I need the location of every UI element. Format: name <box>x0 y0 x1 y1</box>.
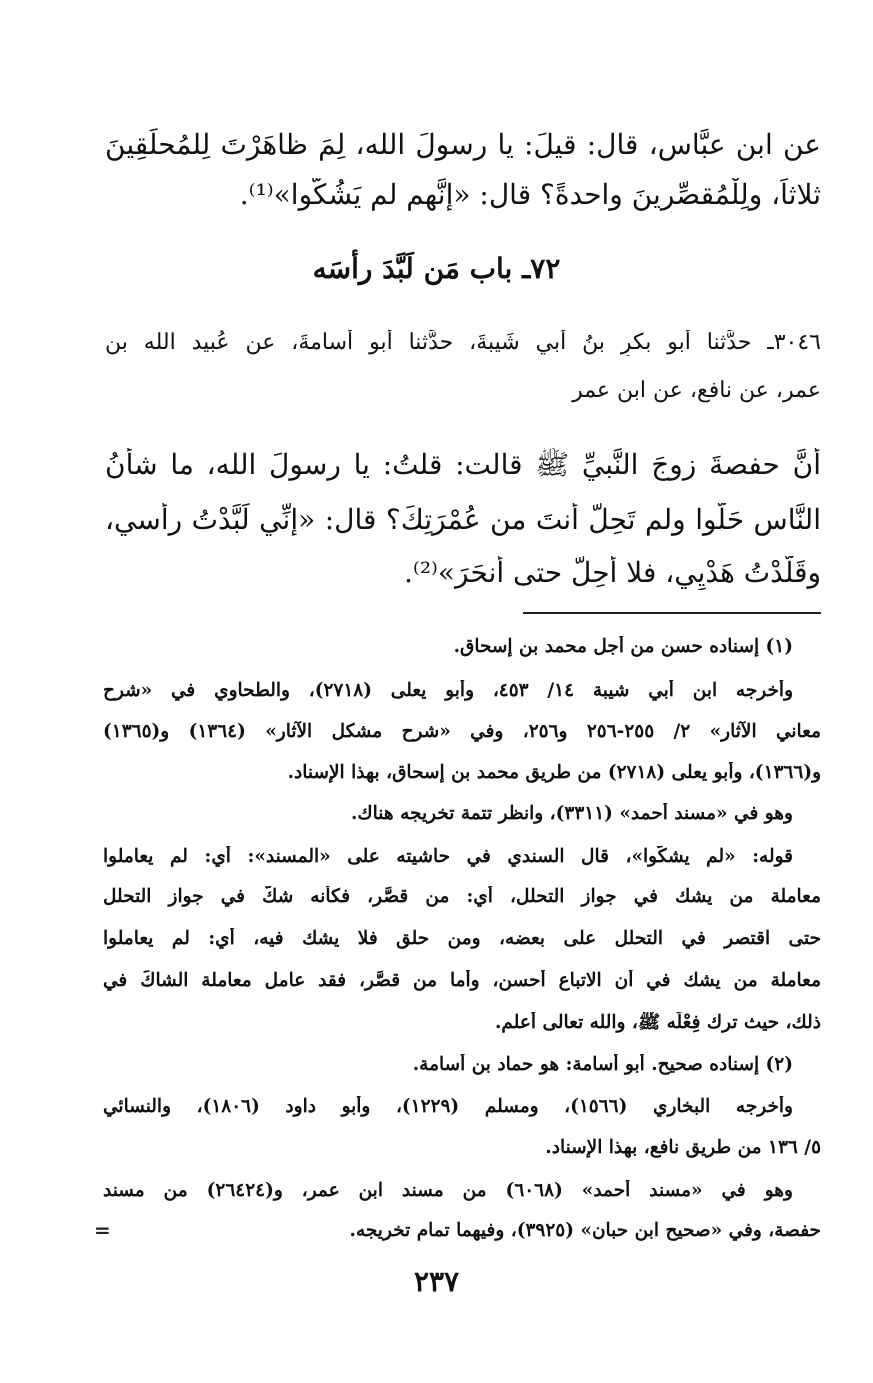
footnote-2-line-2: وأخرجه البخاري (١٥٦٦)، ومسلم (١٢٢٩)، وأبو داود (١٨٠٦)، والنسائي <box>103 1096 793 1117</box>
footnote-2-line-3: ٥/ ١٣٦ من طريق نافع، بهذا الإسناد. <box>545 1137 821 1158</box>
footnote-1-line-8: حتى اقتصر في التحلل على بعضه، ومن حلق فلا يشك فيه، أي: لم يعاملوا <box>103 928 821 949</box>
footnote-1-line-7: معاملة من يشك في جواز التحلل، أي: من قصَّر، فكأنه شكَّ في جواز التحلل <box>103 886 821 907</box>
footnote-1-line-3: معاني الآثار» ٢/ ٢٥٥-٢٥٦ و٢٥٦، وفي «شرح مشكل الآثار» (١٣٦٤) و(١٣٦٥) <box>103 721 821 742</box>
hadith-text-line-3: وقَلَّدْتُ هَدْيِي، فلا أَحِلُّ حتى أنحَرَ»⁽²⁾. <box>404 556 821 589</box>
page-number: ٢٣٧ <box>413 1265 460 1298</box>
footnote-1-line-9: معاملة من يشك في أن الاتباع أحسن، وأما من قصَّر، فقد عامل معاملة الشاكِّ في <box>103 970 821 991</box>
hadith-chain-line-1: ٣٠٤٦ـ حدَّثنا أبو بكرِ بنُ أبي شَيبةَ، حدَّثنا أبو أُسامةَ، عن عُبيد الله بن <box>105 330 821 355</box>
footnote-1-line-1: (١) إسناده حسن من أجل محمد بن إسحاق. <box>453 636 793 657</box>
footnote-2-line-5: حفصة، وفي «صحيح ابن حبان» (٣٩٢٥)، وفيهما تمام تخريجه. <box>349 1220 821 1241</box>
footnote-1-line-5: وهو في «مسند أحمد» (٣٣١١)، وانظر تتمة تخريجه هناك. <box>350 803 793 824</box>
footnote-2-line-4: وهو في «مسند أحمد» (٦٠٦٨) من مسند ابن عمر، و(٢٦٤٢٤) من مسند <box>103 1180 793 1201</box>
footnote-1-line-6: قوله: «لم يشكُّوا»، قال السندي في حاشيته على «المسند»: أي: لم يعاملوا <box>103 846 793 867</box>
chapter-heading: ٧٢ـ باب مَن لَبَّدَ رأسَه <box>312 252 561 285</box>
footnote-1-line-4: و(١٣٦٦)، وأبو يعلى (٢٧١٨) من طريق محمد بن إسحاق، بهذا الإسناد. <box>287 762 821 783</box>
hadith-text-line-1: أنَّ حفصةَ زوجَ النَّبيِّ ﷺ قالت: قلتُ: يا رسولَ الله، ما شأنُ <box>105 448 821 481</box>
footnote-divider <box>523 612 821 614</box>
main-text-line-1: عن ابن عبَّاسٍ، قال: قيلَ: يا رسولَ الله، لِمَ ظاهَرْتَ لِلمُحلِّقِينَ <box>105 128 821 161</box>
continuation-mark: = <box>94 1218 111 1242</box>
footnote-2-line-1: (٢) إسناده صحيح. أبو أسامة: هو حماد بن أسامة. <box>412 1054 793 1075</box>
footnote-1-line-2: وأخرجه ابن أبي شيبة ١٤/ ٤٥٣، وأبو يعلى (٢٧١٨)، والطحاوي في «شرح <box>103 680 793 701</box>
footnote-1-line-10: ذلك، حيث ترك فِعْلَه ﷺ، والله تعالى أعلم. <box>494 1012 821 1033</box>
hadith-chain-line-2: عمر، عن نافعٍ، عن ابن عمر <box>572 378 821 403</box>
hadith-text-line-2: النَّاسِ حَلُّوا ولم تَحِلَّ أنتَ من عُمْرَتِكَ؟ قال: «إنِّي لَبَّدْتُ رأسي، <box>105 503 821 536</box>
main-text-line-2: ثلاثاً، ولِلْمُقصِّرِينَ واحدةً؟ قال: «إنَّهم لم يَشُكُّوا»⁽¹⁾. <box>239 178 821 211</box>
